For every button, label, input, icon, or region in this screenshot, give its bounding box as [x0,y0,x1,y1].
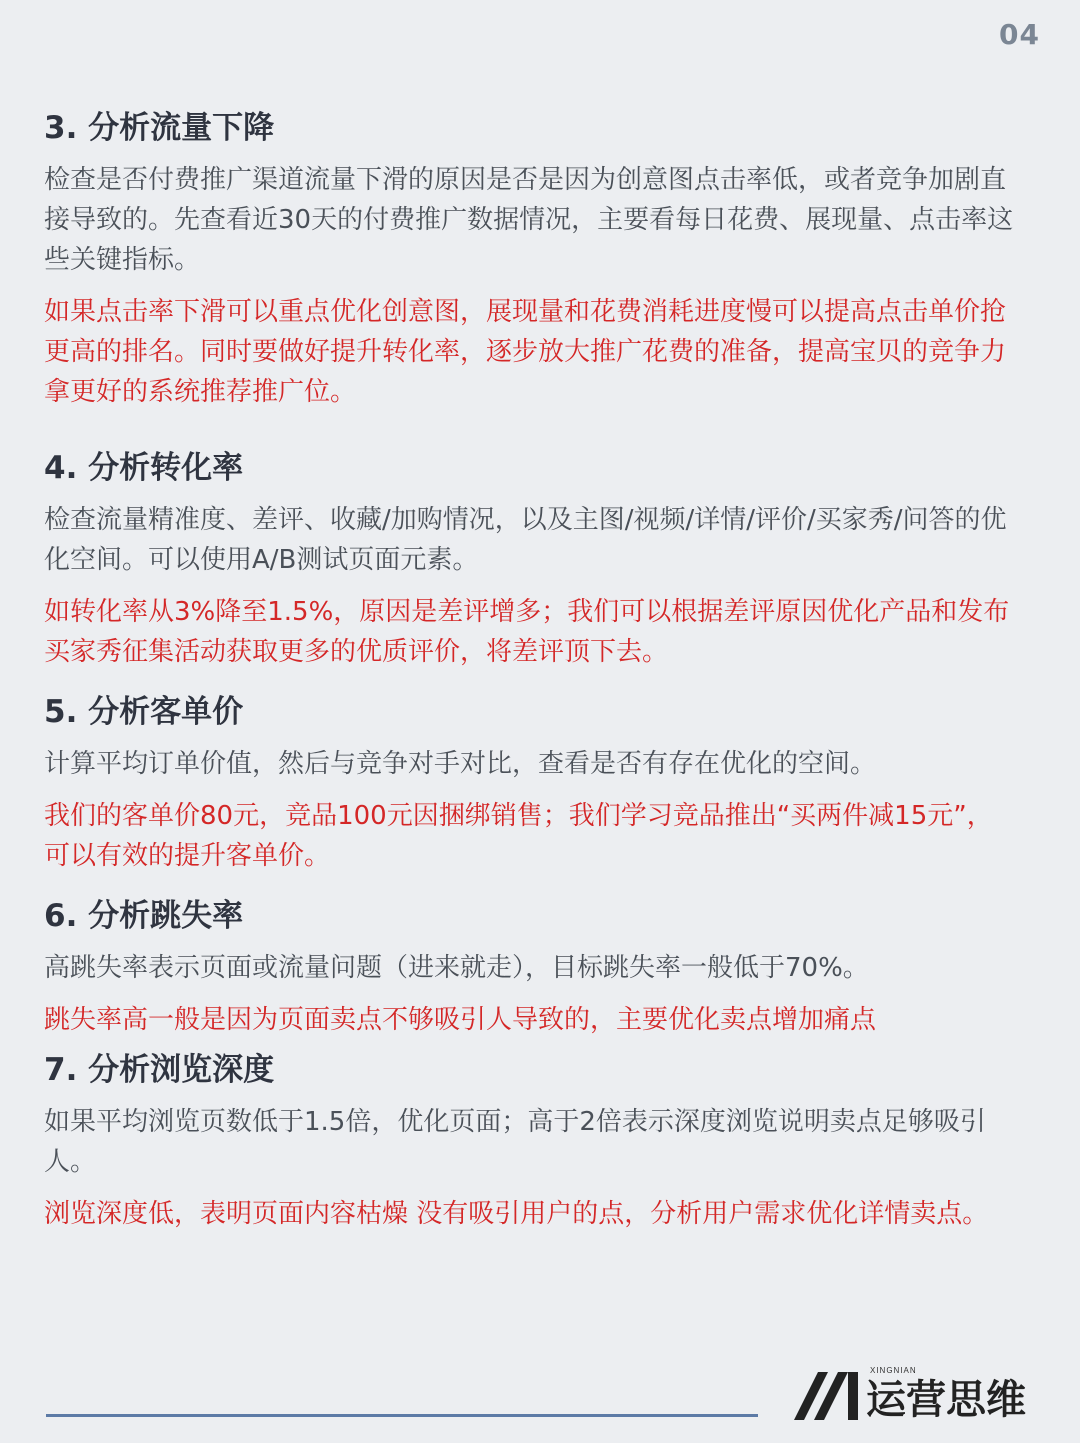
page-number: 04 [999,18,1040,51]
section-conversion-rate [44,444,1014,672]
section-heading: 6. 分析跳失率 [44,898,244,934]
brand-logo [792,1366,1054,1426]
section-body: 高跳失率表示页面或流量问题（进来就走），目标跳失率一般低于70%。 [44,953,869,983]
section-heading: 7. 分析浏览深度 [44,1052,275,1088]
section-heading: 4. 分析转化率 [44,450,244,486]
section-heading: 5. 分析客单价 [44,694,244,730]
section-highlight: 如转化率从3%降至1.5%，原因是差评增多；我们可以根据差评原因优化产品和发布买家秀征集活动获取更多的优质评价，将差评顶下去。 [44,597,1010,667]
section-highlight: 我们的客单价80元，竞品100元因捆绑销售；我们学习竞品推出“买两件减15元”，可以有效的提升客单价。 [44,801,993,871]
section-body: 如果平均浏览页数低于1.5倍，优化页面；高于2倍表示深度浏览说明卖点足够吸引人。 [44,1107,986,1177]
section-bounce-rate [44,892,1014,1040]
footer-divider [46,1414,758,1417]
section-heading: 3. 分析流量下降 [44,110,275,146]
article-content [44,104,1014,1234]
section-traffic-decline [44,104,1014,412]
logo-subtitle: XINGNIAN [870,1366,917,1375]
section-highlight: 浏览深度低，表明页面内容枯燥 没有吸引用户的点，分析用户需求优化详情卖点。 [44,1199,989,1229]
section-highlight: 如果点击率下滑可以重点优化创意图，展现量和花费消耗进度慢可以提高点击单价抢更高的排名。同时要做好提升转化率，逐步放大推广花费的准备，提高宝贝的竞争力拿更好的系统推荐推广位。 [44,297,1007,407]
section-body: 检查流量精准度、差评、收藏/加购情况，以及主图/视频/详情/评价/买家秀/问答的优化空间。可以使用A/B测试页面元素。 [44,505,1007,575]
section-average-order-value [44,688,1014,876]
section-body: 计算平均订单价值，然后与竞争对手对比，查看是否有存在优化的空间。 [44,749,877,779]
logo-mark-icon [792,1368,862,1422]
logo-text: 运营思维 [866,1377,1026,1423]
section-browse-depth [44,1046,1014,1234]
section-body: 检查是否付费推广渠道流量下滑的原因是否是因为创意图点击率低，或者竞争加剧直接导致的。先查看近30天的付费推广数据情况，主要看每日花费、展现量、点击率这些关键指标。 [44,165,1014,275]
section-highlight: 跳失率高一般是因为页面卖点不够吸引人导致的，主要优化卖点增加痛点 [44,1005,877,1035]
